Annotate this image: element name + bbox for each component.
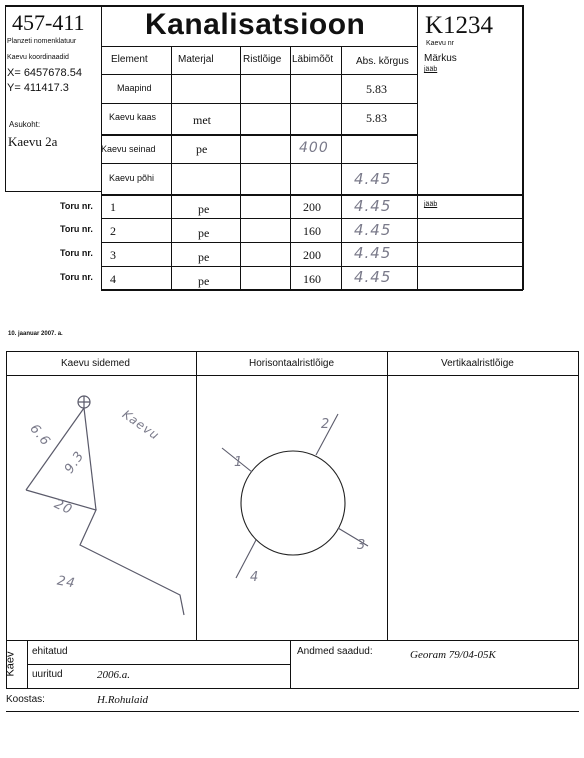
footer-mid-divider <box>290 640 291 688</box>
row-pohi-label: Kaevu põhi <box>109 173 155 183</box>
x-coordinate: X= 6457678.54 <box>7 67 82 79</box>
koostas-value: H.Rohulaid <box>97 694 149 706</box>
map-code-caption: Planzeti nomenklatuur <box>7 38 77 45</box>
pipe-4-labimoot: 160 <box>303 272 321 286</box>
section-sidemed: Kaevu sidemed <box>61 358 130 369</box>
coords-caption: Kaevu koordinaadid <box>7 54 69 61</box>
pipe-3-label: Toru nr. <box>60 248 93 258</box>
pipe-2-korgus: 4.45 <box>354 221 392 239</box>
page-title: Kanalisatsioon <box>145 8 366 41</box>
koostas-label: Koostas: <box>6 694 45 705</box>
pipe-1-label: Toru nr. <box>60 201 93 211</box>
header-abs-korgus: Abs. kõrgus <box>356 56 409 67</box>
uuritud-label: uuritud <box>32 669 63 680</box>
pipe-2-materjal: pe <box>198 226 210 240</box>
pipe-2-nr: 2 <box>110 224 116 238</box>
pipe-1-nr: 1 <box>110 200 116 214</box>
well-cross-section-circle <box>241 451 345 555</box>
row-pohi-korgus: 4.45 <box>354 170 392 188</box>
pipe-lines <box>222 414 368 578</box>
well-id: K1234 <box>425 12 494 39</box>
header-labimoot: Läbimõõt <box>292 54 334 65</box>
section-horisontaal: Horisontaalristlõige <box>249 358 335 369</box>
row-maapind-korgus: 5.83 <box>366 82 387 96</box>
pipe-4-nr: 4 <box>110 272 116 286</box>
row-seinad-labimoot: 400 <box>299 140 329 156</box>
row-kaas-korgus: 5.83 <box>366 111 387 125</box>
pipe-1-labimoot: 200 <box>303 200 321 214</box>
pipe-3-nr: 3 <box>110 248 116 262</box>
pipe-1-korgus: 4.45 <box>354 197 392 215</box>
dim-c-label: 20 <box>51 496 75 519</box>
row-maapind-label: Maapind <box>117 83 152 93</box>
location-value: Kaevu 2a <box>8 134 58 149</box>
pipe-2-labimoot: 160 <box>303 224 321 238</box>
andmed-value: Georam 79/04-05K <box>410 649 496 661</box>
y-coordinate: Y= 411417.3 <box>7 82 69 94</box>
pipe-4-label: Toru nr. <box>60 272 93 282</box>
markus-note: jääb <box>424 66 438 73</box>
header-materjal: Materjal <box>178 54 214 65</box>
location-caption: Asukoht: <box>9 120 41 129</box>
section-vertikaal: Vertikaalristlõige <box>441 358 514 369</box>
dim-d-label: 24 <box>55 573 77 592</box>
pipe-3-korgus: 4.45 <box>354 244 392 262</box>
header-element: Element <box>111 54 148 65</box>
uuritud-value: 2006.a. <box>97 669 130 681</box>
header-ristloige: Ristlõige <box>243 54 282 65</box>
map-code: 457-411 <box>12 10 85 35</box>
header-markus: Märkus <box>424 53 457 64</box>
footer-kaev-bottom-line <box>6 688 579 689</box>
row-seinad-label: Kaevu seinad <box>101 144 156 154</box>
ehitatud-label: ehitatud <box>32 646 68 657</box>
pipe-4-materjal: pe <box>198 274 210 288</box>
dim-a-label: 6.6 <box>26 421 54 450</box>
pipe-4-korgus: 4.45 <box>354 268 392 286</box>
pipe-2-label: Toru nr. <box>60 224 93 234</box>
pipe-mark-3: 3 <box>357 538 367 553</box>
well-word-label: Kaevu <box>119 407 163 443</box>
row-kaas-materjal: met <box>193 113 211 127</box>
pipe-1-materjal: pe <box>198 202 210 216</box>
pipe-mark-4: 4 <box>250 570 260 585</box>
dim-b-label: 9.3 <box>61 448 88 477</box>
koostas-underline <box>6 711 579 712</box>
kaev-label: Kaev <box>4 651 17 677</box>
pipe-mark-1: 1 <box>234 455 244 470</box>
pipe-3-materjal: pe <box>198 250 210 264</box>
well-id-caption: Kaevu nr <box>426 40 455 47</box>
document-date: 10. jaanuar 2007. a. <box>8 331 63 337</box>
row-kaas-label: Kaevu kaas <box>109 112 157 122</box>
pipe-1-markus: jääb <box>424 201 438 208</box>
row-seinad-materjal: pe <box>196 142 208 156</box>
andmed-label: Andmed saadud: <box>297 646 373 657</box>
pipe-3-labimoot: 200 <box>303 248 321 262</box>
pipe-mark-2: 2 <box>321 417 331 432</box>
ehitatud-bottom-line <box>27 664 291 665</box>
